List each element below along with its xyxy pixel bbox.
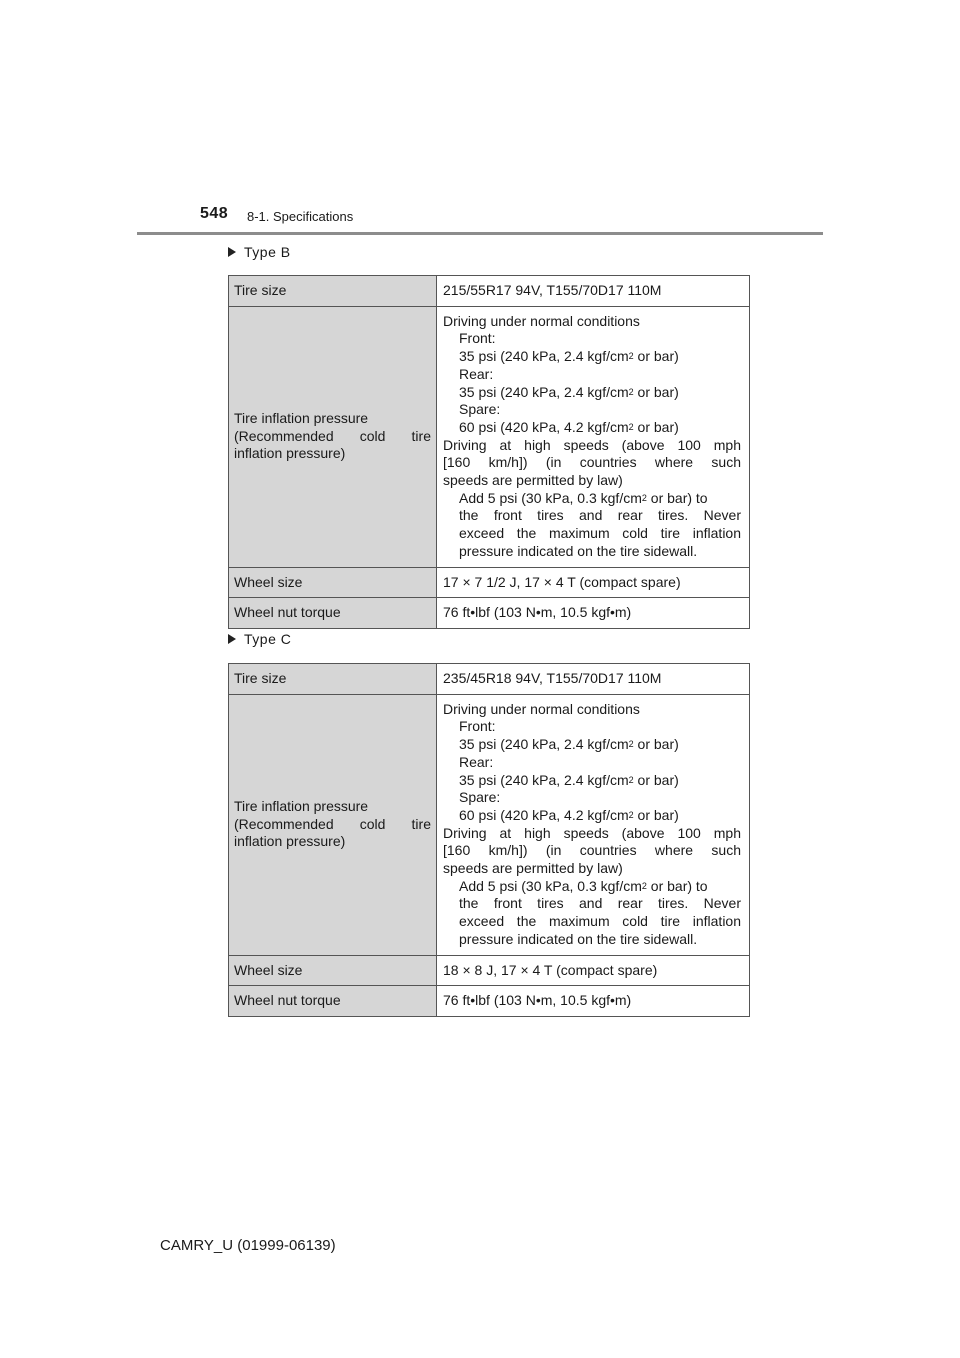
front-pressure: 35 psi (240 kPa, 2.4 kgf/$cm^2$ or bar) xyxy=(459,736,679,753)
warning-line: exceed the maximum cold tire inflation xyxy=(459,525,741,542)
tire-pressure-value xyxy=(437,306,750,567)
type-b-spec-table xyxy=(228,275,750,629)
warning-line: exceed the maximum cold tire inflation xyxy=(459,913,741,930)
high-speed-line: speeds are permitted by law) xyxy=(443,472,623,489)
high-speed-line: [160 km/h]) (in countries where such xyxy=(443,842,741,859)
high-speed-adjustment: Add 5 psi (30 kPa, 0.3 kgf/$cm^2$ or bar) to xyxy=(459,877,708,894)
table-row xyxy=(229,694,750,955)
high-speed-line: speeds are permitted by law) xyxy=(443,860,623,877)
wheel-size-label: Wheel size xyxy=(229,567,437,598)
table-row xyxy=(229,306,750,567)
header-divider xyxy=(137,232,823,235)
page-number: 548 xyxy=(200,205,229,222)
normal-conditions-heading: Driving under normal conditions xyxy=(443,700,640,717)
front-label: Front: xyxy=(459,330,496,347)
spare-label: Spare: xyxy=(459,401,501,418)
front-pressure: 35 psi (240 kPa, 2.4 kgf/$cm^2$ or bar) xyxy=(459,348,679,365)
wheel-size-label: Wheel size xyxy=(229,955,437,986)
warning-line: the front tires and rear tires. Never xyxy=(459,895,741,912)
normal-conditions-heading: Driving under normal conditions xyxy=(443,312,640,329)
spare-pressure: 60 psi (420 kPa, 4.2 kgf/$cm^2$ or bar) xyxy=(459,418,679,435)
table-row xyxy=(229,955,750,986)
tire-pressure-label-line: inflation pressure) xyxy=(234,833,346,850)
document-code: CAMRY_U (01999-06139) xyxy=(160,1237,336,1254)
type-b-heading xyxy=(228,244,291,260)
tire-size-label: Tire size xyxy=(229,664,437,695)
tire-size-value: 235/45R18 94V, T155/70D17 110M xyxy=(437,664,750,695)
triangle-bullet-icon xyxy=(228,634,236,644)
tire-size-value: 215/55R17 94V, T155/70D17 110M xyxy=(437,276,750,307)
spare-label: Spare: xyxy=(459,789,501,806)
triangle-bullet-icon xyxy=(228,247,236,257)
wheel-size-value: 18 × 8 J, 17 × 4 T (compact spare) xyxy=(437,955,750,986)
warning-line: pressure indicated on the tire sidewall. xyxy=(459,542,698,559)
rear-pressure: 35 psi (240 kPa, 2.4 kgf/$cm^2$ or bar) xyxy=(459,771,679,788)
tire-pressure-value xyxy=(437,694,750,955)
spare-pressure: 60 psi (420 kPa, 4.2 kgf/$cm^2$ or bar) xyxy=(459,806,679,823)
table-row xyxy=(229,567,750,598)
tire-pressure-label xyxy=(229,306,437,567)
high-speed-line: [160 km/h]) (in countries where such xyxy=(443,454,741,471)
wheel-size-value: 17 × 7 1/2 J, 17 × 4 T (compact spare) xyxy=(437,567,750,598)
rear-label: Rear: xyxy=(459,753,494,770)
type-c-heading xyxy=(228,631,291,647)
type-c-spec-table xyxy=(228,663,750,1017)
table-row xyxy=(229,986,750,1017)
tire-size-label: Tire size xyxy=(229,276,437,307)
rear-label: Rear: xyxy=(459,365,494,382)
type-c-heading-label: Type C xyxy=(244,631,292,647)
front-label: Front: xyxy=(459,718,496,735)
warning-line: pressure indicated on the tire sidewall. xyxy=(459,930,698,947)
tire-pressure-label-line: (Recommended cold tire xyxy=(234,427,431,444)
tire-pressure-label-line: Tire inflation pressure xyxy=(234,410,369,427)
warning-line: the front tires and rear tires. Never xyxy=(459,507,741,524)
high-speed-adjustment: Add 5 psi (30 kPa, 0.3 kgf/$cm^2$ or bar) to xyxy=(459,489,708,506)
high-speed-line: Driving at high speeds (above 100 mph xyxy=(443,436,741,453)
section-title: 8-1. Specifications xyxy=(247,209,354,224)
wheel-nut-torque-value: 76 ft•lbf (103 N•m, 10.5 kgf•m) xyxy=(437,986,750,1017)
wheel-nut-torque-label: Wheel nut torque xyxy=(229,598,437,629)
tire-pressure-label-line: inflation pressure) xyxy=(234,445,346,462)
table-row xyxy=(229,598,750,629)
wheel-nut-torque-value: 76 ft•lbf (103 N•m, 10.5 kgf•m) xyxy=(437,598,750,629)
tire-pressure-label-line: Tire inflation pressure xyxy=(234,798,369,815)
rear-pressure: 35 psi (240 kPa, 2.4 kgf/$cm^2$ or bar) xyxy=(459,383,679,400)
table-row xyxy=(229,276,750,307)
high-speed-line: Driving at high speeds (above 100 mph xyxy=(443,824,741,841)
type-b-heading-label: Type B xyxy=(244,244,291,260)
tire-pressure-label-line: (Recommended cold tire xyxy=(234,815,431,832)
wheel-nut-torque-label: Wheel nut torque xyxy=(229,986,437,1017)
table-row xyxy=(229,664,750,695)
tire-pressure-label xyxy=(229,694,437,955)
